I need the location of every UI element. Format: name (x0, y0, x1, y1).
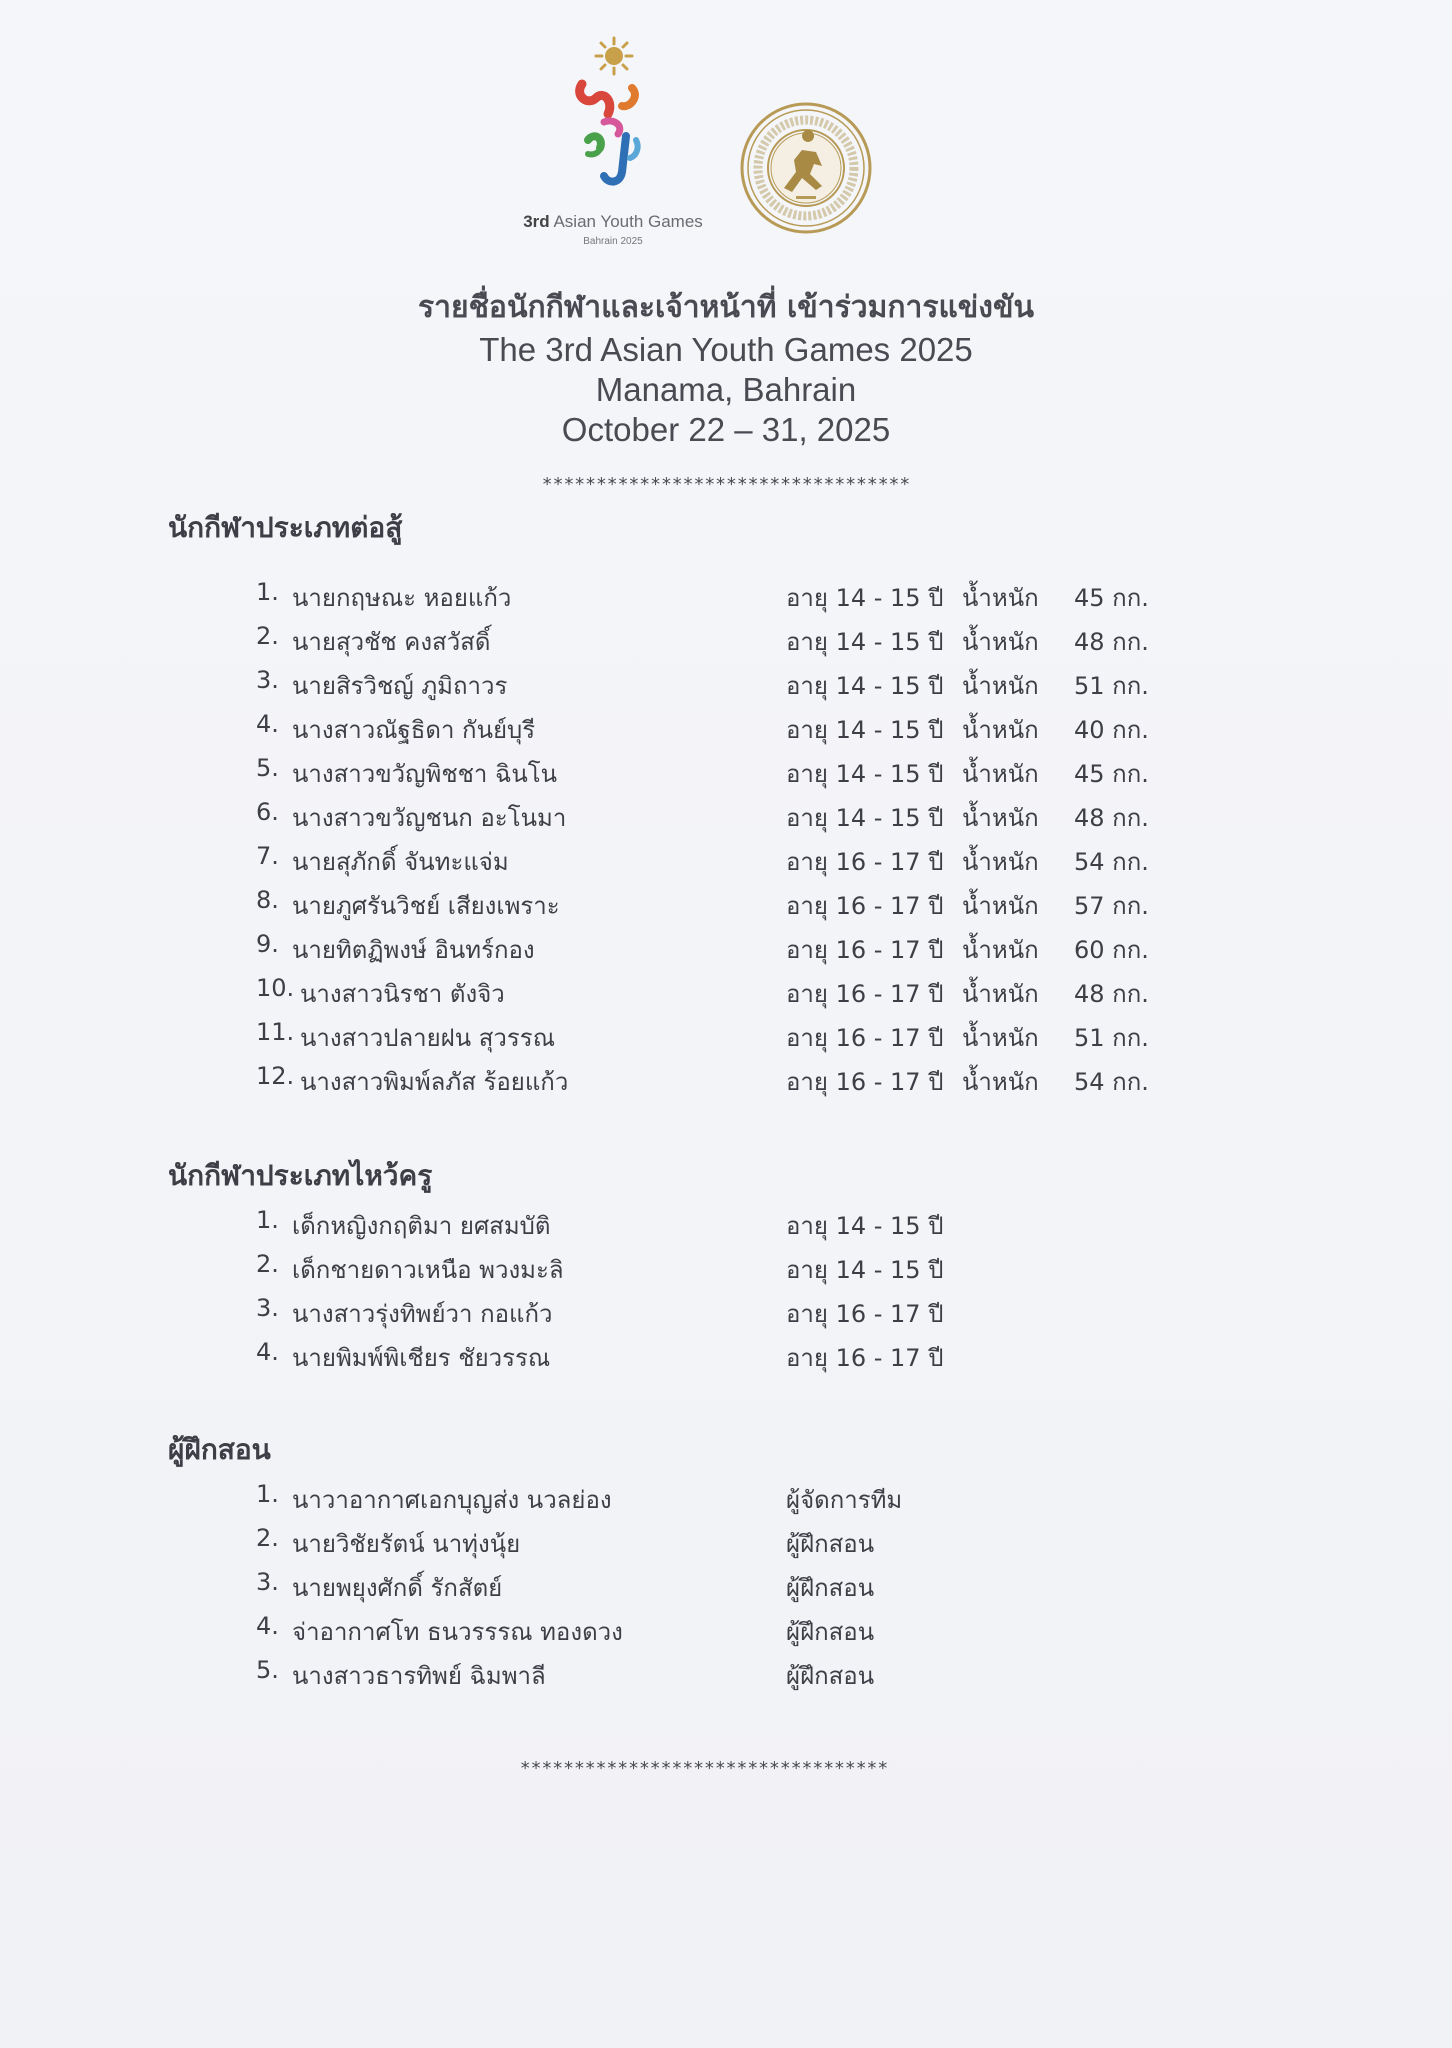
table-row: 2. นายวิชัยรัตน์ นาทุ่งนุ้ย ผู้ฝึกสอน (256, 1524, 875, 1558)
table-row: 2. นายสุวชัช คงสวัสดิ์ อายุ 14 - 15 ปี น้ำหนัก 48 กก. (256, 622, 1149, 656)
title-location: Manama, Bahrain (595, 371, 857, 408)
table-row: 1. เด็กหญิงกฤติมา ยศสมบัติ อายุ 14 - 15 ปี (256, 1206, 944, 1240)
table-row: 10. นางสาวนิรชา ตังจิว อายุ 16 - 17 ปี น้ำหนัก 48 กก. (256, 974, 1149, 1008)
table-row: 6. นางสาวขวัญชนก อะโนมา อายุ 14 - 15 ปี น้ำหนัก 48 กก. (256, 798, 1149, 832)
table-row: 9. นายทิตฏิพงษ์ อินทร์กอง อายุ 16 - 17 ปี น้ำหนัก 60 กก. (256, 930, 1149, 964)
table-row: 7. นายสุภักดิ์ จันทะแจ่ม อายุ 16 - 17 ปี น้ำหนัก 54 กก. (256, 842, 1149, 876)
title-thai: รายชื่อนักกีฬาและเจ้าหน้าที่ เข้าร่วมการแข่งขัน (418, 290, 1034, 325)
fighter-seal-icon (738, 100, 874, 236)
section-title-coaches: ผู้ฝึกสอน (168, 1433, 271, 1466)
title-dates: October 22 – 31, 2025 (561, 411, 891, 448)
table-row: 8. นายภูศรันวิชย์ เสียงเพราะ อายุ 16 - 17 ปี น้ำหนัก 57 กก. (256, 886, 1149, 920)
ayg-event-name: 3rd Asian Youth Games (523, 212, 703, 231)
table-row: 11. นางสาวปลายฝน สุวรรณ อายุ 16 - 17 ปี น้ำหนัก 51 กก. (256, 1018, 1149, 1052)
table-row: 4. นายพิมพ์พิเชียร ชัยวรรณ อายุ 16 - 17 ปี (256, 1338, 944, 1372)
table-row: 2. เด็กชายดาวเหนือ พวงมะลิ อายุ 14 - 15 ปี (256, 1250, 944, 1284)
table-row: 5. นางสาวขวัญพิชชา ฉินโน อายุ 14 - 15 ปี น้ำหนัก 45 กก. (256, 754, 1149, 788)
table-row: 5. นางสาวธารทิพย์ ฉิมพาลี ผู้ฝึกสอน (256, 1656, 875, 1690)
asian-youth-games-logo (508, 36, 718, 256)
ayg-emblem-icon (574, 36, 652, 196)
section-title-fighting: นักกีฬาประเภทต่อสู้ (168, 511, 403, 544)
document-header (0, 286, 1452, 450)
table-row: 4. จ่าอากาศโท ธนวรรรณ ทองดวง ผู้ฝึกสอน (256, 1612, 875, 1646)
table-row: 1. นาวาอากาศเอกบุญส่ง นวลย่อง ผู้จัดการทีม (256, 1480, 903, 1514)
top-divider: ********************************** (541, 474, 911, 495)
section-title-waikhru: นักกีฬาประเภทไหว้ครู (168, 1159, 433, 1192)
table-row: 12. นางสาวพิมพ์ลภัส ร้อยแก้ว อายุ 16 - 17 ปี น้ำหนัก 54 กก. (256, 1062, 1149, 1096)
ayg-event-sub: Bahrain 2025 (583, 236, 643, 247)
table-row: 1. นายกฤษณะ หอยแก้ว อายุ 14 - 15 ปี น้ำหนัก 45 กก. (256, 578, 1149, 612)
association-seal-logo (738, 100, 874, 236)
table-row: 3. นายสิรวิชญ์ ภูมิถาวร อายุ 14 - 15 ปี น้ำหนัก 51 กก. (256, 666, 1149, 700)
title-event: The 3rd Asian Youth Games 2025 (479, 331, 973, 368)
table-row: 3. นายพยุงศักดิ์ รักสัตย์ ผู้ฝึกสอน (256, 1568, 875, 1602)
bottom-divider: ********************************** (519, 1758, 889, 1779)
table-row: 3. นางสาวรุ่งทิพย์วา กอแก้ว อายุ 16 - 17 ปี (256, 1294, 944, 1328)
table-row: 4. นางสาวณัฐธิดา กันย์บุรี อายุ 14 - 15 ปี น้ำหนัก 40 กก. (256, 710, 1149, 744)
